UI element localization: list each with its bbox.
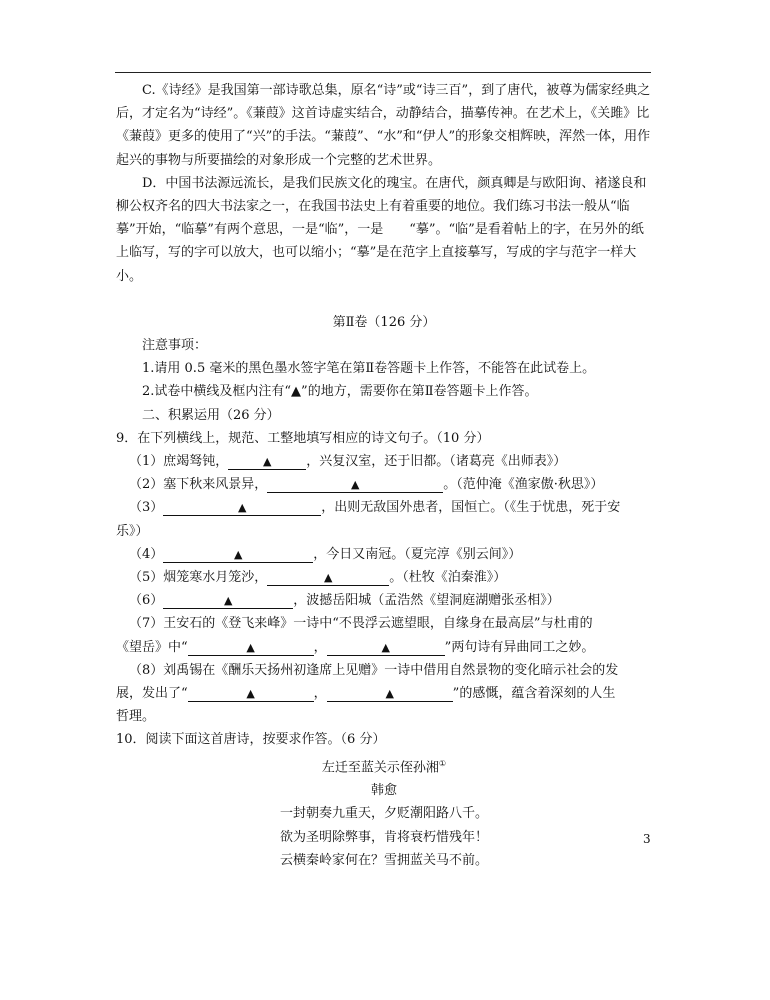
notice-item-2: 2.试卷中横线及框内注有“▲”的地方，需要你在第Ⅱ卷答题卡上作答。	[142, 384, 538, 400]
option-d-passage: D．中国书法源远流长，是我们民族文化的瑰宝。在唐代，颜真卿是与欧阳询、褚遂良和柳公权齐名的四大书法家之一，在我国书法史上有着重要的地位。我们练习书法一般从“临摹”开始，“临摹”有两个意思，一是“临”，一是 “摹”。“临”是看着帖上的字，在另外的纸上临写，写的字可以放大，也可以缩小；“摹”是在范字上直接摹写，写成的字与范字一样大小。	[116, 175, 647, 284]
q9-item-4-text-a: （4）	[129, 546, 164, 562]
q9-item-7-continued	[116, 636, 652, 659]
q9-item-2-text-b: 。（范仲淹《渔家傲·秋思》）	[443, 477, 604, 493]
poem-author: 韩愈	[370, 783, 397, 799]
q9-item-2	[116, 473, 652, 496]
q9-item-6	[116, 589, 652, 612]
q9-item-6-text-a: （6）	[129, 593, 164, 609]
page-content	[116, 79, 652, 872]
triangle-marker-icon: ▲	[351, 478, 360, 492]
section-title: 第Ⅱ卷（126 分）	[332, 314, 436, 330]
answer-blank[interactable]	[188, 640, 314, 656]
answer-blank[interactable]	[267, 477, 443, 493]
q9-item-1	[116, 450, 652, 473]
q9-item-1-text-a: （1）庶竭驽钝，	[129, 454, 229, 470]
q9-item-8-text-b: 展，发出了“	[116, 686, 188, 702]
q9-item-8-text-c: ，	[313, 686, 327, 702]
q9-item-8-text-d: ”的感慨，蕴含着深刻的人生	[452, 686, 616, 702]
q9-item-7-text-b: 《望岳》中“	[116, 639, 188, 655]
triangle-marker-icon: ▲	[263, 455, 272, 469]
q9-item-1-text-b: ，兴复汉室，还于旧都。（诸葛亮《出师表》）	[306, 454, 567, 470]
answer-blank[interactable]	[188, 686, 314, 702]
answer-blank[interactable]	[163, 547, 313, 563]
triangle-marker-icon: ▲	[246, 640, 255, 654]
triangle-marker-icon: ▲	[381, 640, 390, 654]
q9-item-8-end: 哲理。	[116, 709, 156, 725]
q9-item-8-continued	[116, 682, 652, 705]
q9-item-2-text-a: （2）塞下秋来风景异，	[129, 477, 268, 493]
answer-blank[interactable]	[163, 500, 321, 516]
q9-item-6-text-b: ，波撼岳阳城（孟浩然《望洞庭湖赠张丞相》）	[293, 593, 560, 609]
answer-blank[interactable]	[327, 686, 453, 702]
q9-item-7-text-d: ”两句诗有异曲同工之妙。	[444, 639, 595, 655]
poem-title-text: 左迁至蓝关示侄孙湘	[321, 760, 439, 776]
notice-item-1: 1.请用 0.5 毫米的黑色墨水签字笔在第Ⅱ卷答题卡上作答，不能答在此试卷上。	[142, 361, 596, 377]
q9-item-4-text-b: ，今日又南冠。（夏完淳《别云间》）	[313, 546, 522, 562]
option-c-passage: C.《诗经》是我国第一部诗歌总集，原名“诗”或“诗三百”，到了唐代，被尊为儒家经典之后，才定名为“诗经”。《蒹葭》这首诗虚实结合，动静结合，描摹传神。在艺术上，《关雎》比《蒹葭》更多的使用了“兴”的手法。“蒹葭”、“水”和“伊人”的形象交相辉映，浑然一体，用作起兴的事物与所要描绘的对象形成一个完整的艺术世界。	[116, 83, 651, 168]
question-9-stem: 9．在下列横线上，规范、工整地填写相应的诗文句子。（10 分）	[116, 430, 490, 446]
q9-item-7-text-c: ，	[313, 639, 327, 655]
q9-item-5	[116, 566, 652, 589]
part-title: 二、积累运用（26 分）	[142, 407, 280, 423]
footnote-marker: ①	[438, 758, 447, 768]
question-10-stem: 10．阅读下面这首唐诗，按要求作答。（6 分）	[116, 732, 386, 748]
q9-item-3-text-a: （3）	[129, 500, 164, 516]
header-rule	[115, 72, 651, 73]
poem-line-1: 一封朝奏九重天，夕贬潮阳路八千。	[279, 806, 488, 822]
page-number: 3	[643, 832, 651, 846]
poem-line-2: 欲为圣明除弊事，肯将衰朽惜残年！	[279, 829, 488, 845]
answer-blank[interactable]	[327, 640, 445, 656]
answer-blank[interactable]	[228, 454, 306, 470]
answer-blank[interactable]	[267, 570, 389, 586]
q9-item-5-text-a: （5）烟笼寒水月笼沙，	[129, 570, 268, 586]
triangle-marker-icon: ▲	[234, 547, 243, 561]
triangle-marker-icon: ▲	[246, 687, 255, 701]
q9-item-3-continued: 乐》）	[116, 523, 149, 539]
triangle-marker-icon: ▲	[385, 687, 394, 701]
q9-item-8: （8）刘禹锡在《酬乐天扬州初逢席上见赠》一诗中借用自然景物的变化暗示社会的发	[129, 662, 619, 678]
triangle-marker-icon: ▲	[238, 501, 247, 515]
q9-item-7: （7）王安石的《登飞来峰》一诗中“不畏浮云遮望眼，自缘身在最高层”与杜甫的	[129, 616, 593, 632]
answer-blank[interactable]	[163, 593, 293, 609]
poem-title	[116, 752, 652, 780]
q9-item-5-text-b: 。（杜牧《泊秦淮》）	[389, 570, 507, 586]
triangle-marker-icon: ▲	[224, 594, 233, 608]
poem-line-3: 云横秦岭家何在？雪拥蓝关马不前。	[279, 852, 488, 868]
spacer	[116, 288, 652, 311]
q9-item-3	[116, 496, 652, 519]
triangle-marker-icon: ▲	[324, 571, 333, 585]
notice-title: 注意事项：	[142, 338, 208, 354]
q9-item-3-text-b: ，出则无敌国外患者，国恒亡。（《生于忧患，死于安	[321, 500, 621, 516]
q9-item-4	[116, 543, 652, 566]
